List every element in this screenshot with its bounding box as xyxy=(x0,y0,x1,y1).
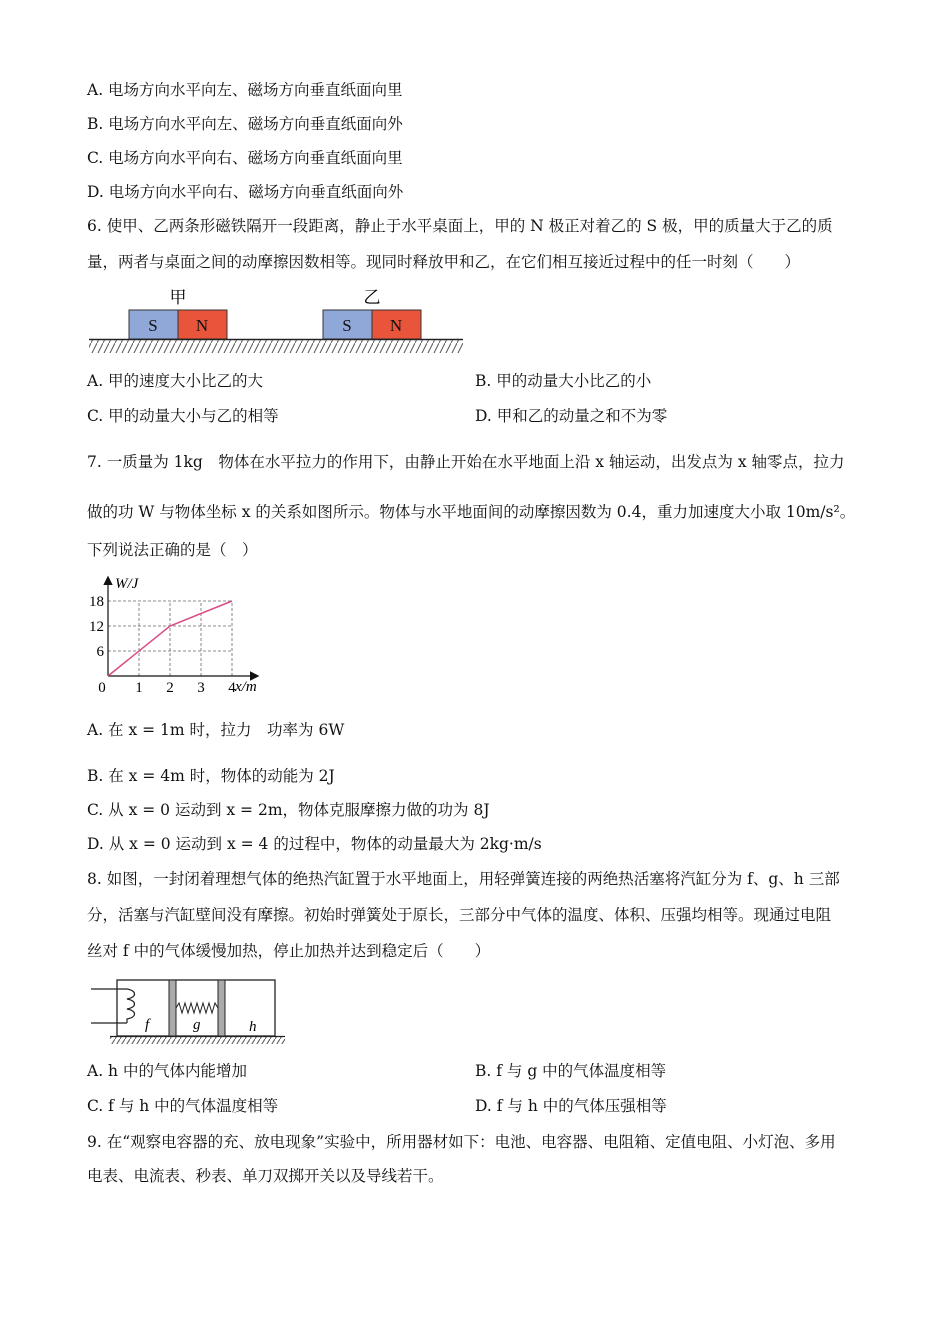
y-axis-label: W/J xyxy=(115,576,139,592)
magnet-yi-s-label: S xyxy=(342,316,352,335)
magnet-jia-s-label: S xyxy=(148,316,158,335)
x-tick-label-3: 3 xyxy=(197,680,205,696)
q5-option-b: B. 电场方向水平向左、磁场方向垂直纸面向外 xyxy=(87,115,403,133)
q6-option-b: B. 甲的动量大小比乙的小 xyxy=(475,372,652,390)
q7-work-displacement-chart xyxy=(85,572,270,697)
magnet-jia-n-label: N xyxy=(195,316,209,335)
q7-option-d: D. 从 x = 0 运动到 x = 4 的过程中，物体的动量最大为 2kg·m/s xyxy=(87,835,542,853)
q7-option-a: A. 在 x = 1m 时，拉力 功率为 6W xyxy=(87,721,345,739)
q8-option-b: B. f 与 g 中的气体温度相等 xyxy=(475,1062,667,1080)
q6-label-jia: 甲 xyxy=(169,288,187,307)
q8-stem-line2: 分，活塞与汽缸壁间没有摩擦。初始时弹簧处于原长，三部分中气体的温度、体积、压强均相等。现通过电阻 xyxy=(87,906,832,924)
q5-option-a: A. 电场方向水平向左、磁场方向垂直纸面向里 xyxy=(87,81,403,99)
q7-stem-line3: 下列说法正确的是（ ） xyxy=(87,541,258,559)
q5-option-c: C. 电场方向水平向右、磁场方向垂直纸面向里 xyxy=(87,149,403,167)
q6-stem-line1: 6. 使甲、乙两条形磁铁隔开一段距离，静止于水平桌面上，甲的 N 极正对着乙的 S 极，甲的质量大于乙的质 xyxy=(87,217,833,235)
piston-right xyxy=(218,980,225,1036)
q8-option-d: D. f 与 h 中的气体压强相等 xyxy=(475,1097,667,1115)
label-f: f xyxy=(145,1017,150,1033)
table-hatching xyxy=(89,340,463,353)
q7-stem-line2: 做的功 W 与物体坐标 x 的关系如图所示。物体与水平地面间的动摩擦因数为 0.4，重力加速度大小取 10m/s²。 xyxy=(87,503,856,521)
q7-stem-line1: 7. 一质量为 1kg 物体在水平拉力的作用下，由静止开始在水平地面上沿 x 轴运动，出发点为 x 轴零点，拉力 xyxy=(87,453,845,471)
q6-option-a: A. 甲的速度大小比乙的大 xyxy=(87,372,264,390)
q8-stem-line1: 8. 如图，一封闭着理想气体的绝热汽缸置于水平地面上，用轻弹簧连接的两绝热活塞将汽缸分为 f、g、h 三部 xyxy=(87,870,840,888)
y-tick-label-2: 18 xyxy=(89,594,104,610)
label-h: h xyxy=(249,1019,257,1035)
y-tick-label-0: 6 xyxy=(96,644,104,660)
ground-hatching xyxy=(110,1037,285,1044)
q9-stem-line1: 9. 在“观察电容器的充、放电现象”实验中，所用器材如下：电池、电容器、电阻箱、定值电阻、小灯泡、多用 xyxy=(87,1133,836,1151)
q6-option-d: D. 甲和乙的动量之和不为零 xyxy=(475,407,668,425)
label-g: g xyxy=(193,1017,201,1033)
q8-option-c: C. f 与 h 中的气体温度相等 xyxy=(87,1097,279,1115)
magnet-yi-n-label: N xyxy=(389,316,403,335)
x-tick-label-4: 4 xyxy=(228,680,236,696)
q6-label-yi: 乙 xyxy=(363,288,381,307)
q6-magnets-figure xyxy=(85,283,470,358)
q6-stem-line2: 量，两者与桌面之间的动摩擦因数相等。现同时释放甲和乙，在它们相互接近过程中的任一时刻（ ） xyxy=(87,253,801,271)
q6-option-c: C. 甲的动量大小与乙的相等 xyxy=(87,407,279,425)
x-tick-label-2: 2 xyxy=(166,680,174,696)
y-tick-label-1: 12 xyxy=(89,619,104,635)
x-tick-label-0: 0 xyxy=(98,680,106,696)
q7-option-c: C. 从 x = 0 运动到 x = 2m，物体克服摩擦力做的功为 8J xyxy=(87,801,490,819)
q9-stem-line2: 电表、电流表、秒表、单刀双掷开关以及导线若干。 xyxy=(87,1167,444,1185)
piston-left xyxy=(169,980,176,1036)
q7-option-b: B. 在 x = 4m 时，物体的动能为 2J xyxy=(87,767,335,785)
q8-stem-line3: 丝对 f 中的气体缓慢加热，停止加热并达到稳定后（ ） xyxy=(87,942,491,960)
x-tick-label-1: 1 xyxy=(135,680,143,696)
x-axis-label: x/m xyxy=(235,679,257,695)
q8-cylinder-figure xyxy=(85,975,295,1050)
q5-option-d: D. 电场方向水平向右、磁场方向垂直纸面向外 xyxy=(87,183,404,201)
q8-option-a: A. h 中的气体内能增加 xyxy=(87,1062,247,1080)
